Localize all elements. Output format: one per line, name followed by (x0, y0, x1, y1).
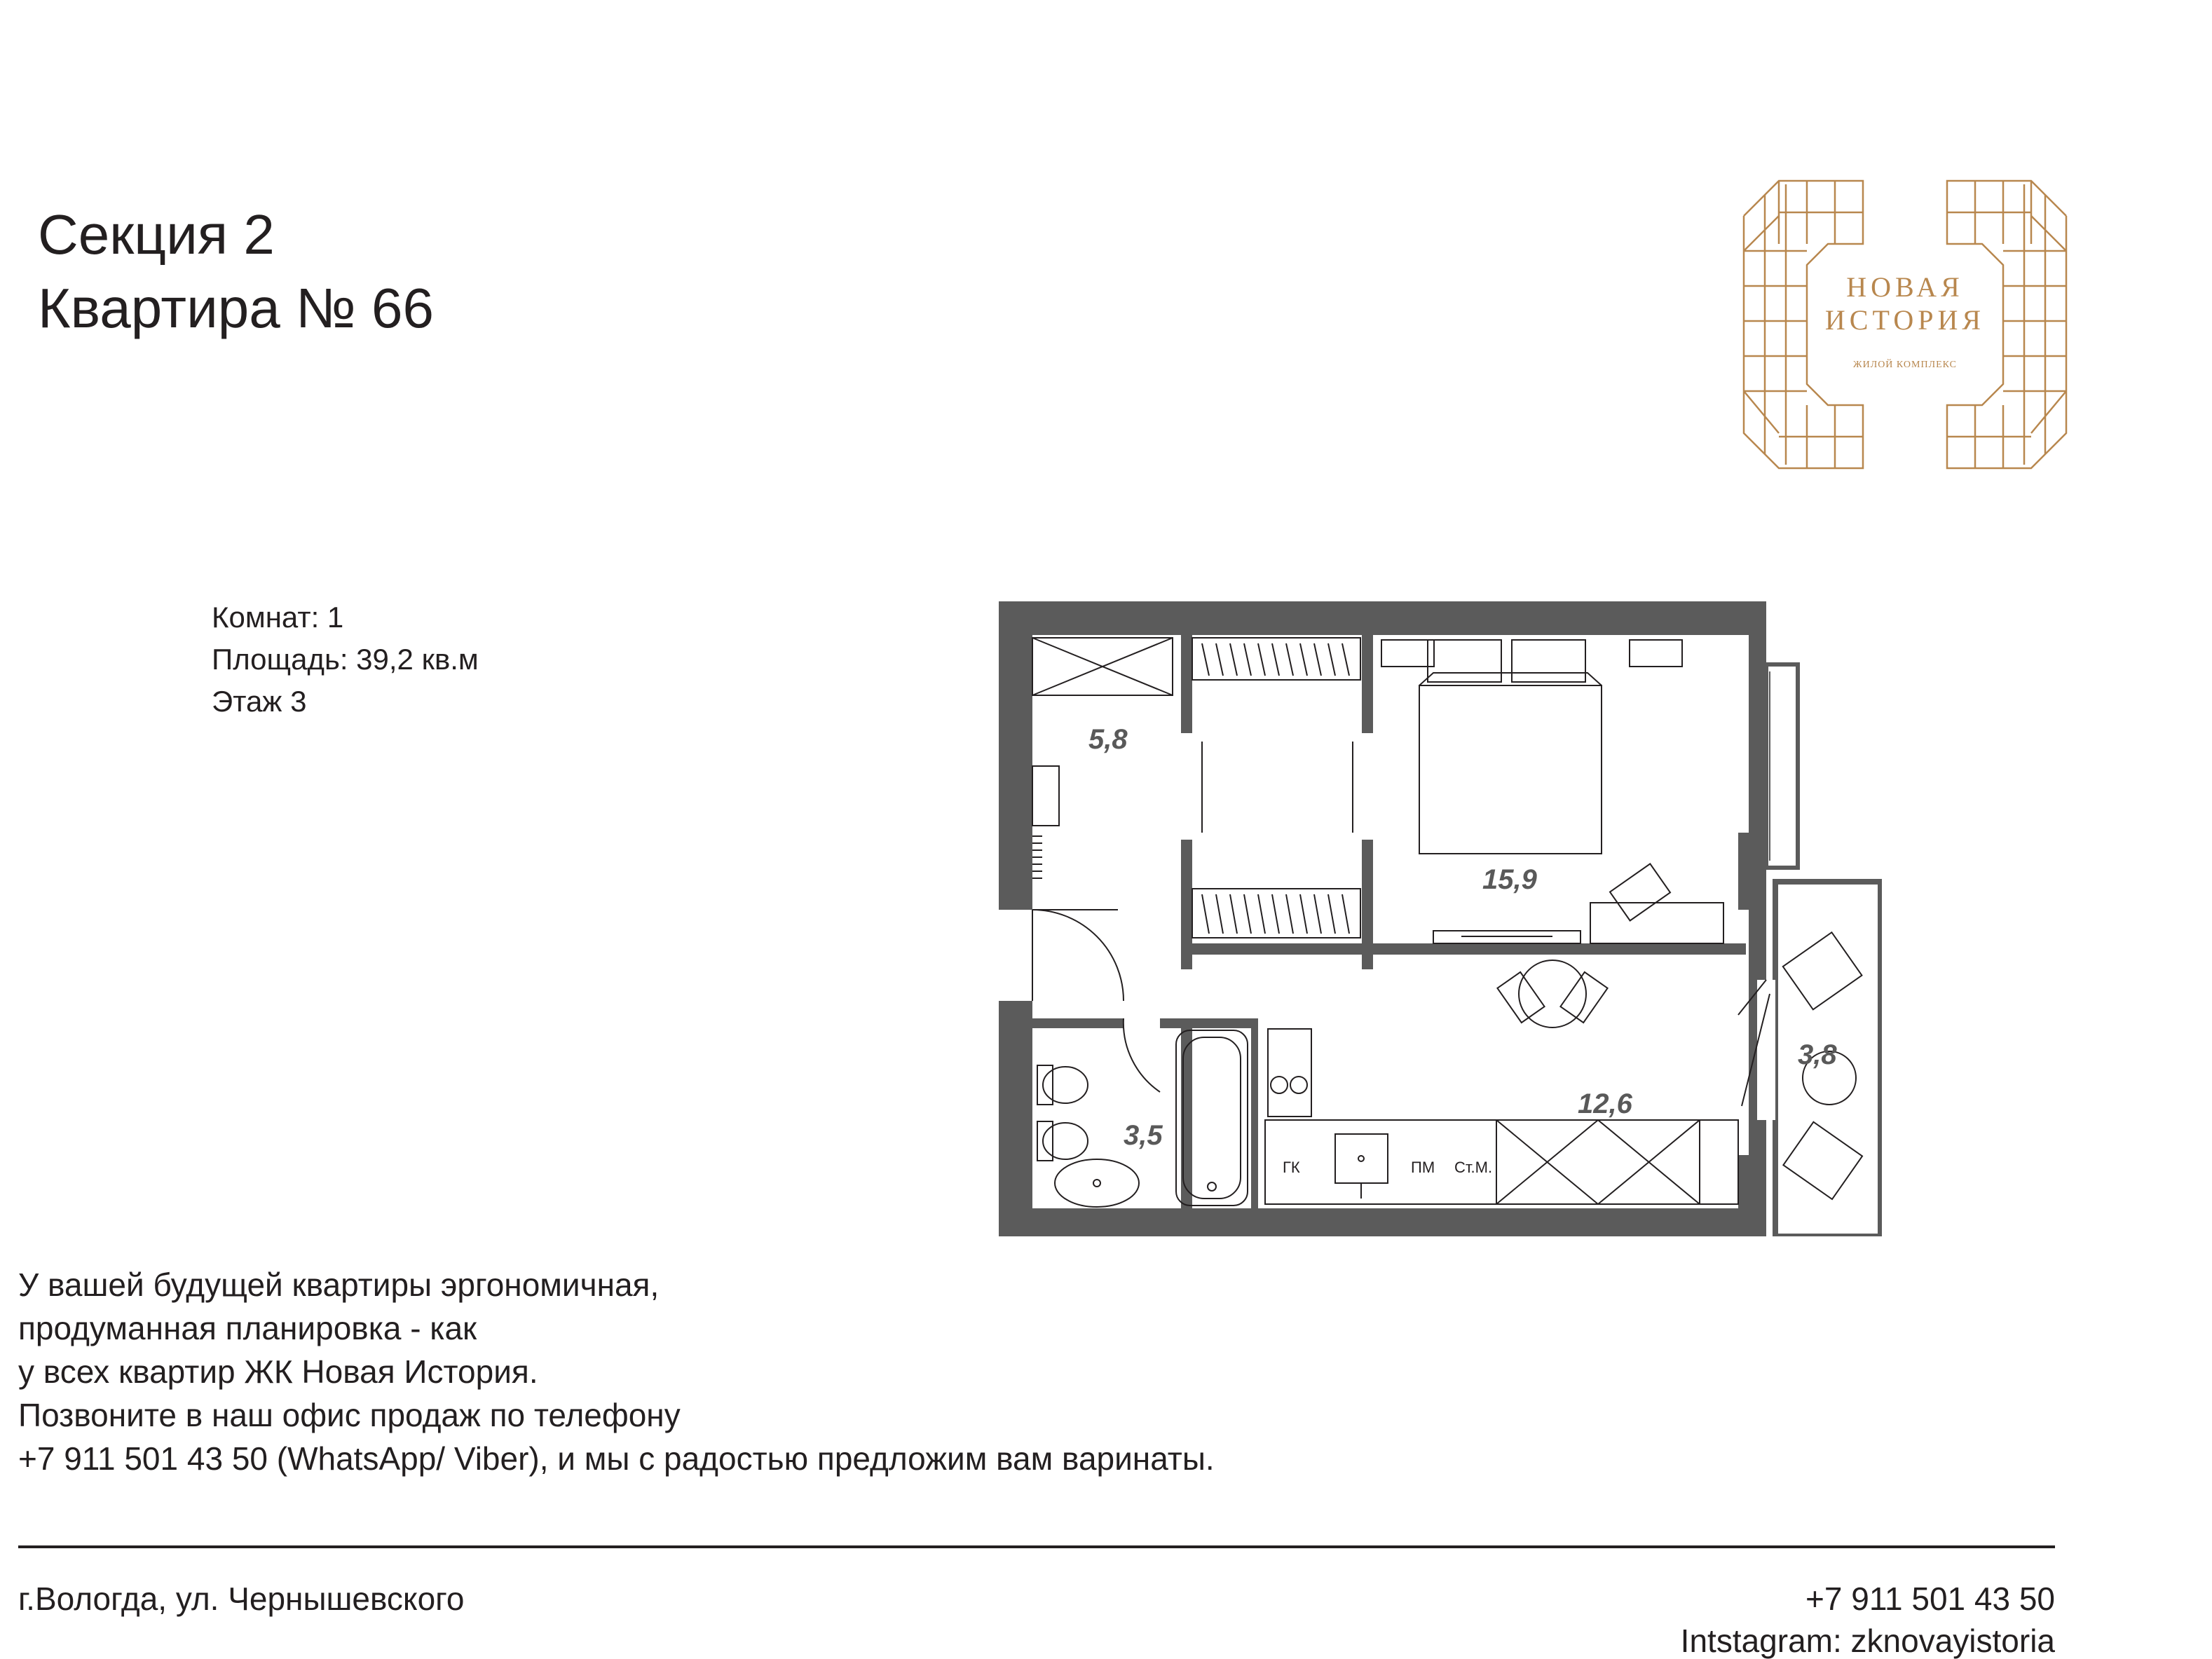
walls (999, 601, 1766, 1236)
description-line-1: У вашей будущей квартиры эргономичная, (18, 1267, 660, 1303)
room-area-bathroom: 3,5 (1124, 1120, 1163, 1151)
footer-phone[interactable]: +7 911 501 43 50 (1805, 1581, 2055, 1617)
rooms-count: Комнат: 1 (212, 601, 344, 634)
room-area-balcony: 3,8 (1798, 1039, 1837, 1070)
floor-number: Этаж 3 (212, 685, 307, 718)
logo-text-line1: НОВАЯ (1846, 271, 1964, 303)
footer-divider (18, 1545, 2055, 1548)
description-line-2: продуманная планировка - как (18, 1310, 477, 1346)
room-area-bedroom: 15,9 (1482, 864, 1537, 895)
total-area: Площадь: 39,2 кв.м (212, 643, 479, 676)
description-line-4: Позвоните в наш офис продаж по телефону (18, 1397, 681, 1433)
section-title: Секция 2 (38, 203, 275, 266)
logo-text-line2: ИСТОРИЯ (1824, 304, 1986, 336)
appliance-gk: ГК (1283, 1159, 1300, 1176)
footer-address: г.Вологда, ул. Чернышевского (18, 1581, 465, 1617)
room-area-hall: 5,8 (1088, 724, 1128, 755)
footer-instagram[interactable]: Intstagram: zknovayistoria (1680, 1623, 2055, 1659)
apartment-title: Квартира № 66 (38, 277, 434, 339)
room-area-kitchen: 12,6 (1578, 1088, 1632, 1119)
logo-tagline: ЖИЛОЙ КОМПЛЕКС (1853, 360, 1957, 370)
description-line-3: у всех квартир ЖК Новая История. (18, 1353, 538, 1390)
description-line-5: +7 911 501 43 50 (WhatsApp/ Viber), и мы с радостью предложим вам варинаты. (18, 1440, 1215, 1477)
appliance-pm: ПМ (1411, 1159, 1435, 1176)
appliance-stm: Ст.М. (1454, 1159, 1493, 1176)
complex-logo (1737, 174, 2073, 475)
floor-plan (999, 601, 1882, 1236)
